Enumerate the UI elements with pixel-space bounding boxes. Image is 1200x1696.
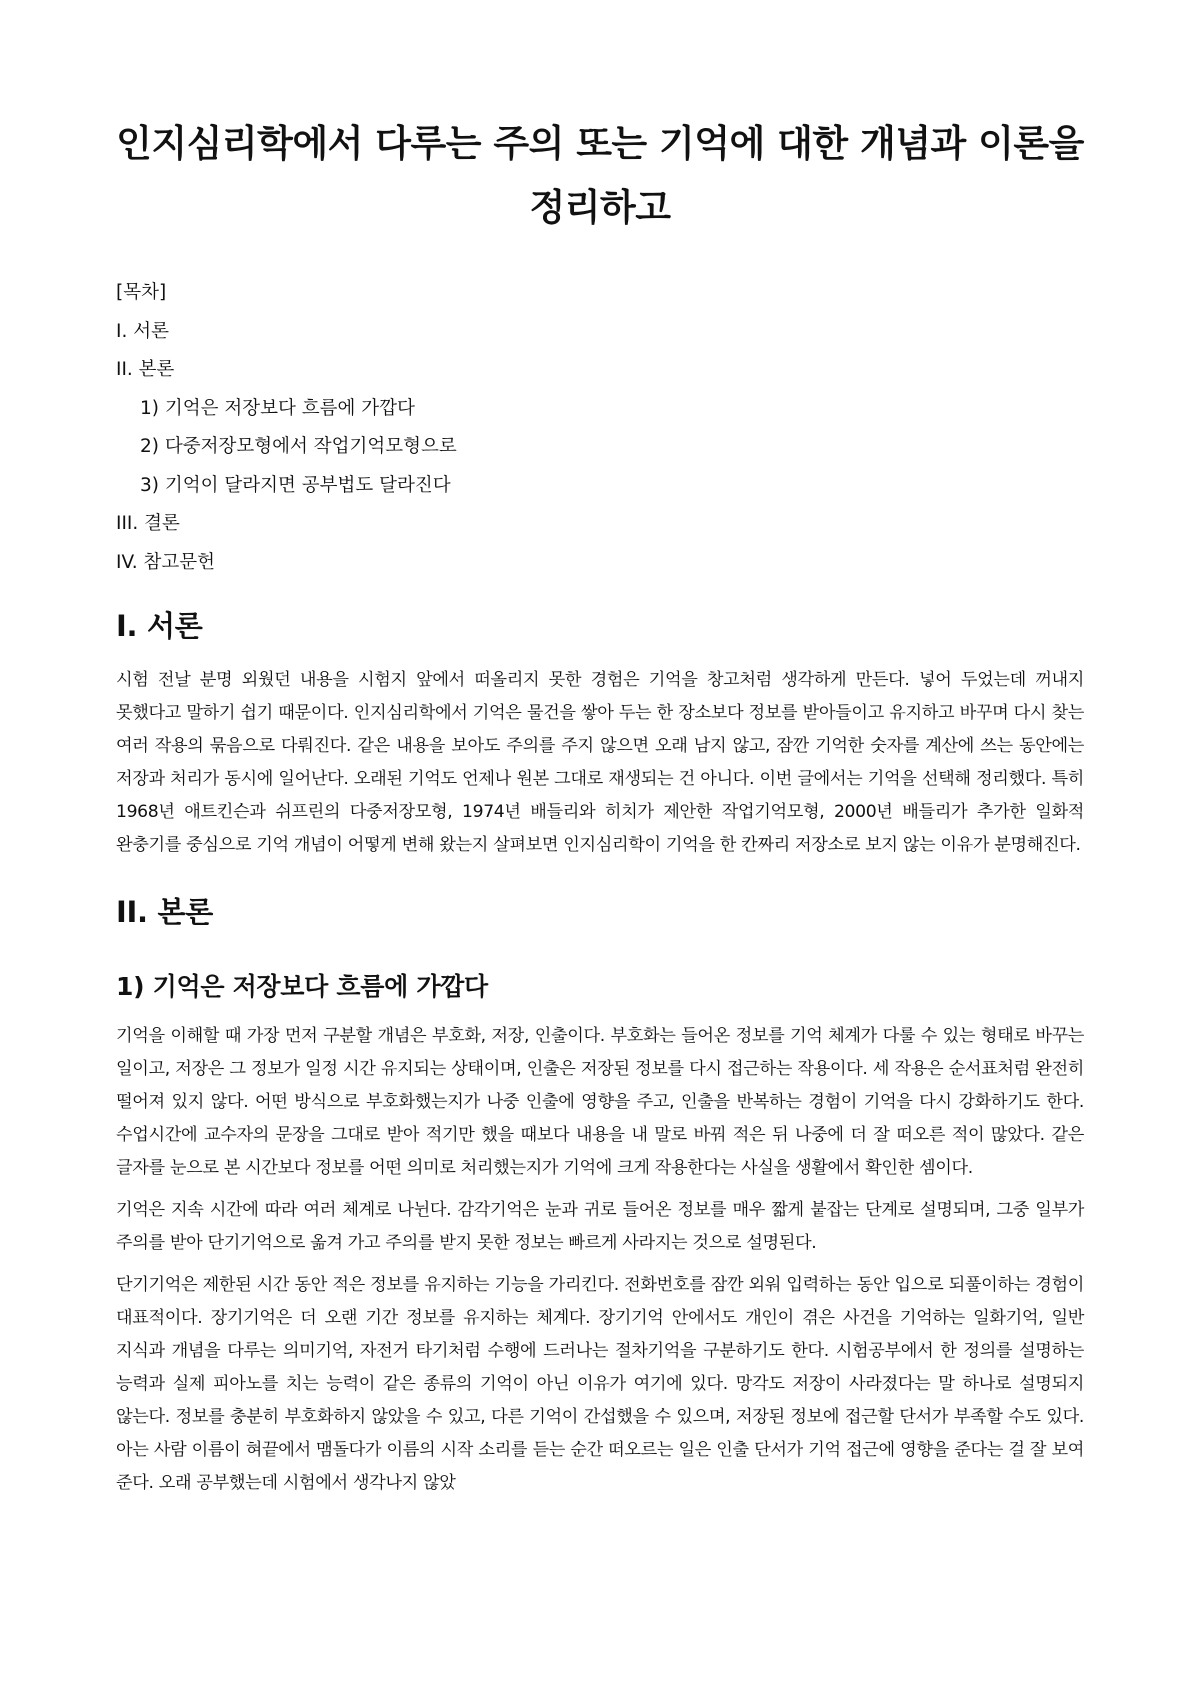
toc-item: IV. 참고문헌 (116, 551, 215, 573)
toc-item: II. 본론 (116, 359, 175, 380)
section-heading-body: II. 본론 (116, 895, 213, 929)
toc-subitem: 3) 기억이 달라지면 공부법도 달라진다 (140, 474, 451, 496)
toc-subitem: 2) 다중저장모형에서 작업기억모형으로 (140, 436, 457, 457)
intro-paragraph: 시험 전날 분명 외웠던 내용을 시험지 앞에서 떠올리지 못한 경험은 기억을 창고처럼 생각하게 만든다. 넣어 두었는데 꺼내지 못했다고 말하기 쉽기 때문이다. 인지심리학에서 기억은 물건을 쌓아 두는 한 장소보다 정보를 받아들이고 유지하고 바꾸며 다시 찾는 여러 작용의 묶음으로 다뤄진다. 같은 내용을 보아도 주의를 주지 않으면 오래 남지 않고, 잠깐 기억한 숫자를 계산에 쓰는 동안에는 저장과 처리가 동시에 일어난다. 오래된 기억도 언제나 원본 그대로 재생되는 건 아니다. 이번 글에서는 기억을 선택해 정리했다. 특히 1968년 애트킨슨과 쉬프린의 다중저장모형, 1974년 배들리와 히치가 제안한 작업기억모형, 2000년 배들리가 추가한 일화적 완충기를 중심으로 기억 개념이 어떻게 변해 왔는지 살펴보면 인지심리학이 기억을 한 칸짜리 저장소로 보지 않는 이유가 분명해진다. (116, 670, 1084, 855)
body-paragraph: 기억은 지속 시간에 따라 여러 체계로 나뉜다. 감각기억은 눈과 귀로 들어온 정보를 매우 짧게 붙잡는 단계로 설명되며, 그중 일부가 주의를 받아 단기기억으로 옮겨 가고 주의를 받지 못한 정보는 빠르게 사라지는 것으로 설명된다. (116, 1200, 1084, 1253)
toc-heading: [목차] (116, 282, 167, 303)
toc-item: I. 서론 (116, 320, 169, 342)
body-paragraph: 기억을 이해할 때 가장 먼저 구분할 개념은 부호화, 저장, 인출이다. 부호화는 들어온 정보를 기억 체계가 다룰 수 있는 형태로 바꾸는 일이고, 저장은 그 정보가 일정 시간 유지되는 상태이며, 인출은 저장된 정보를 다시 접근하는 작용이다. 세 작용은 순서표처럼 완전히 떨어져 있지 않다. 어떤 방식으로 부호화했는지가 나중 인출에 영향을 주고, 인출을 반복하는 경험이 기억을 다시 강화하기도 한다. 수업시간에 교수자의 문장을 그대로 받아 적기만 했을 때보다 내용을 내 말로 바꿔 적은 뒤 나중에 더 잘 떠오른 적이 많았다. 같은 글자를 눈으로 본 시간보다 정보를 어떤 의미로 처리했는지가 기억에 크게 작용한다는 사실을 생활에서 확인한 셈이다. (116, 1026, 1084, 1178)
section-heading-intro: I. 서론 (116, 609, 203, 643)
table-of-contents (116, 274, 1084, 582)
toc-subitem: 1) 기억은 저장보다 흐름에 가깝다 (140, 397, 415, 419)
subsection-heading-1: 1) 기억은 저장보다 흐름에 가깝다 (116, 972, 488, 1001)
toc-item: III. 결론 (116, 513, 180, 534)
body-paragraph: 단기기억은 제한된 시간 동안 적은 정보를 유지하는 기능을 가리킨다. 전화번호를 잠깐 외워 입력하는 동안 입으로 되풀이하는 경험이 대표적이다. 장기기억은 더 오랜 기간 정보를 유지하는 체계다. 장기기억 안에서도 개인이 겪은 사건을 기억하는 일화기억, 일반 지식과 개념을 다루는 의미기억, 자전거 타기처럼 수행에 드러나는 절차기억을 구분하기도 한다. 시험공부에서 한 정의를 설명하는 능력과 실제 피아노를 치는 능력이 같은 종류의 기억이 아닌 이유가 여기에 있다. 망각도 저장이 사라졌다는 말 하나로 설명되지 않는다. 정보를 충분히 부호화하지 않았을 수 있고, 다른 기억이 간섭했을 수 있으며, 저장된 정보에 접근할 단서가 부족할 수도 있다. 아는 사람 이름이 혀끝에서 맴돌다가 이름의 시작 소리를 듣는 순간 떠오르는 일은 인출 단서가 기억 접근에 영향을 준다는 걸 잘 보여 준다. 오래 공부했는데 시험에서 생각나지 않았 (116, 1275, 1084, 1493)
document-title: 인지심리학에서 다루는 주의 또는 기억에 대한 개념과 이론을 정리하고 (116, 122, 1084, 229)
